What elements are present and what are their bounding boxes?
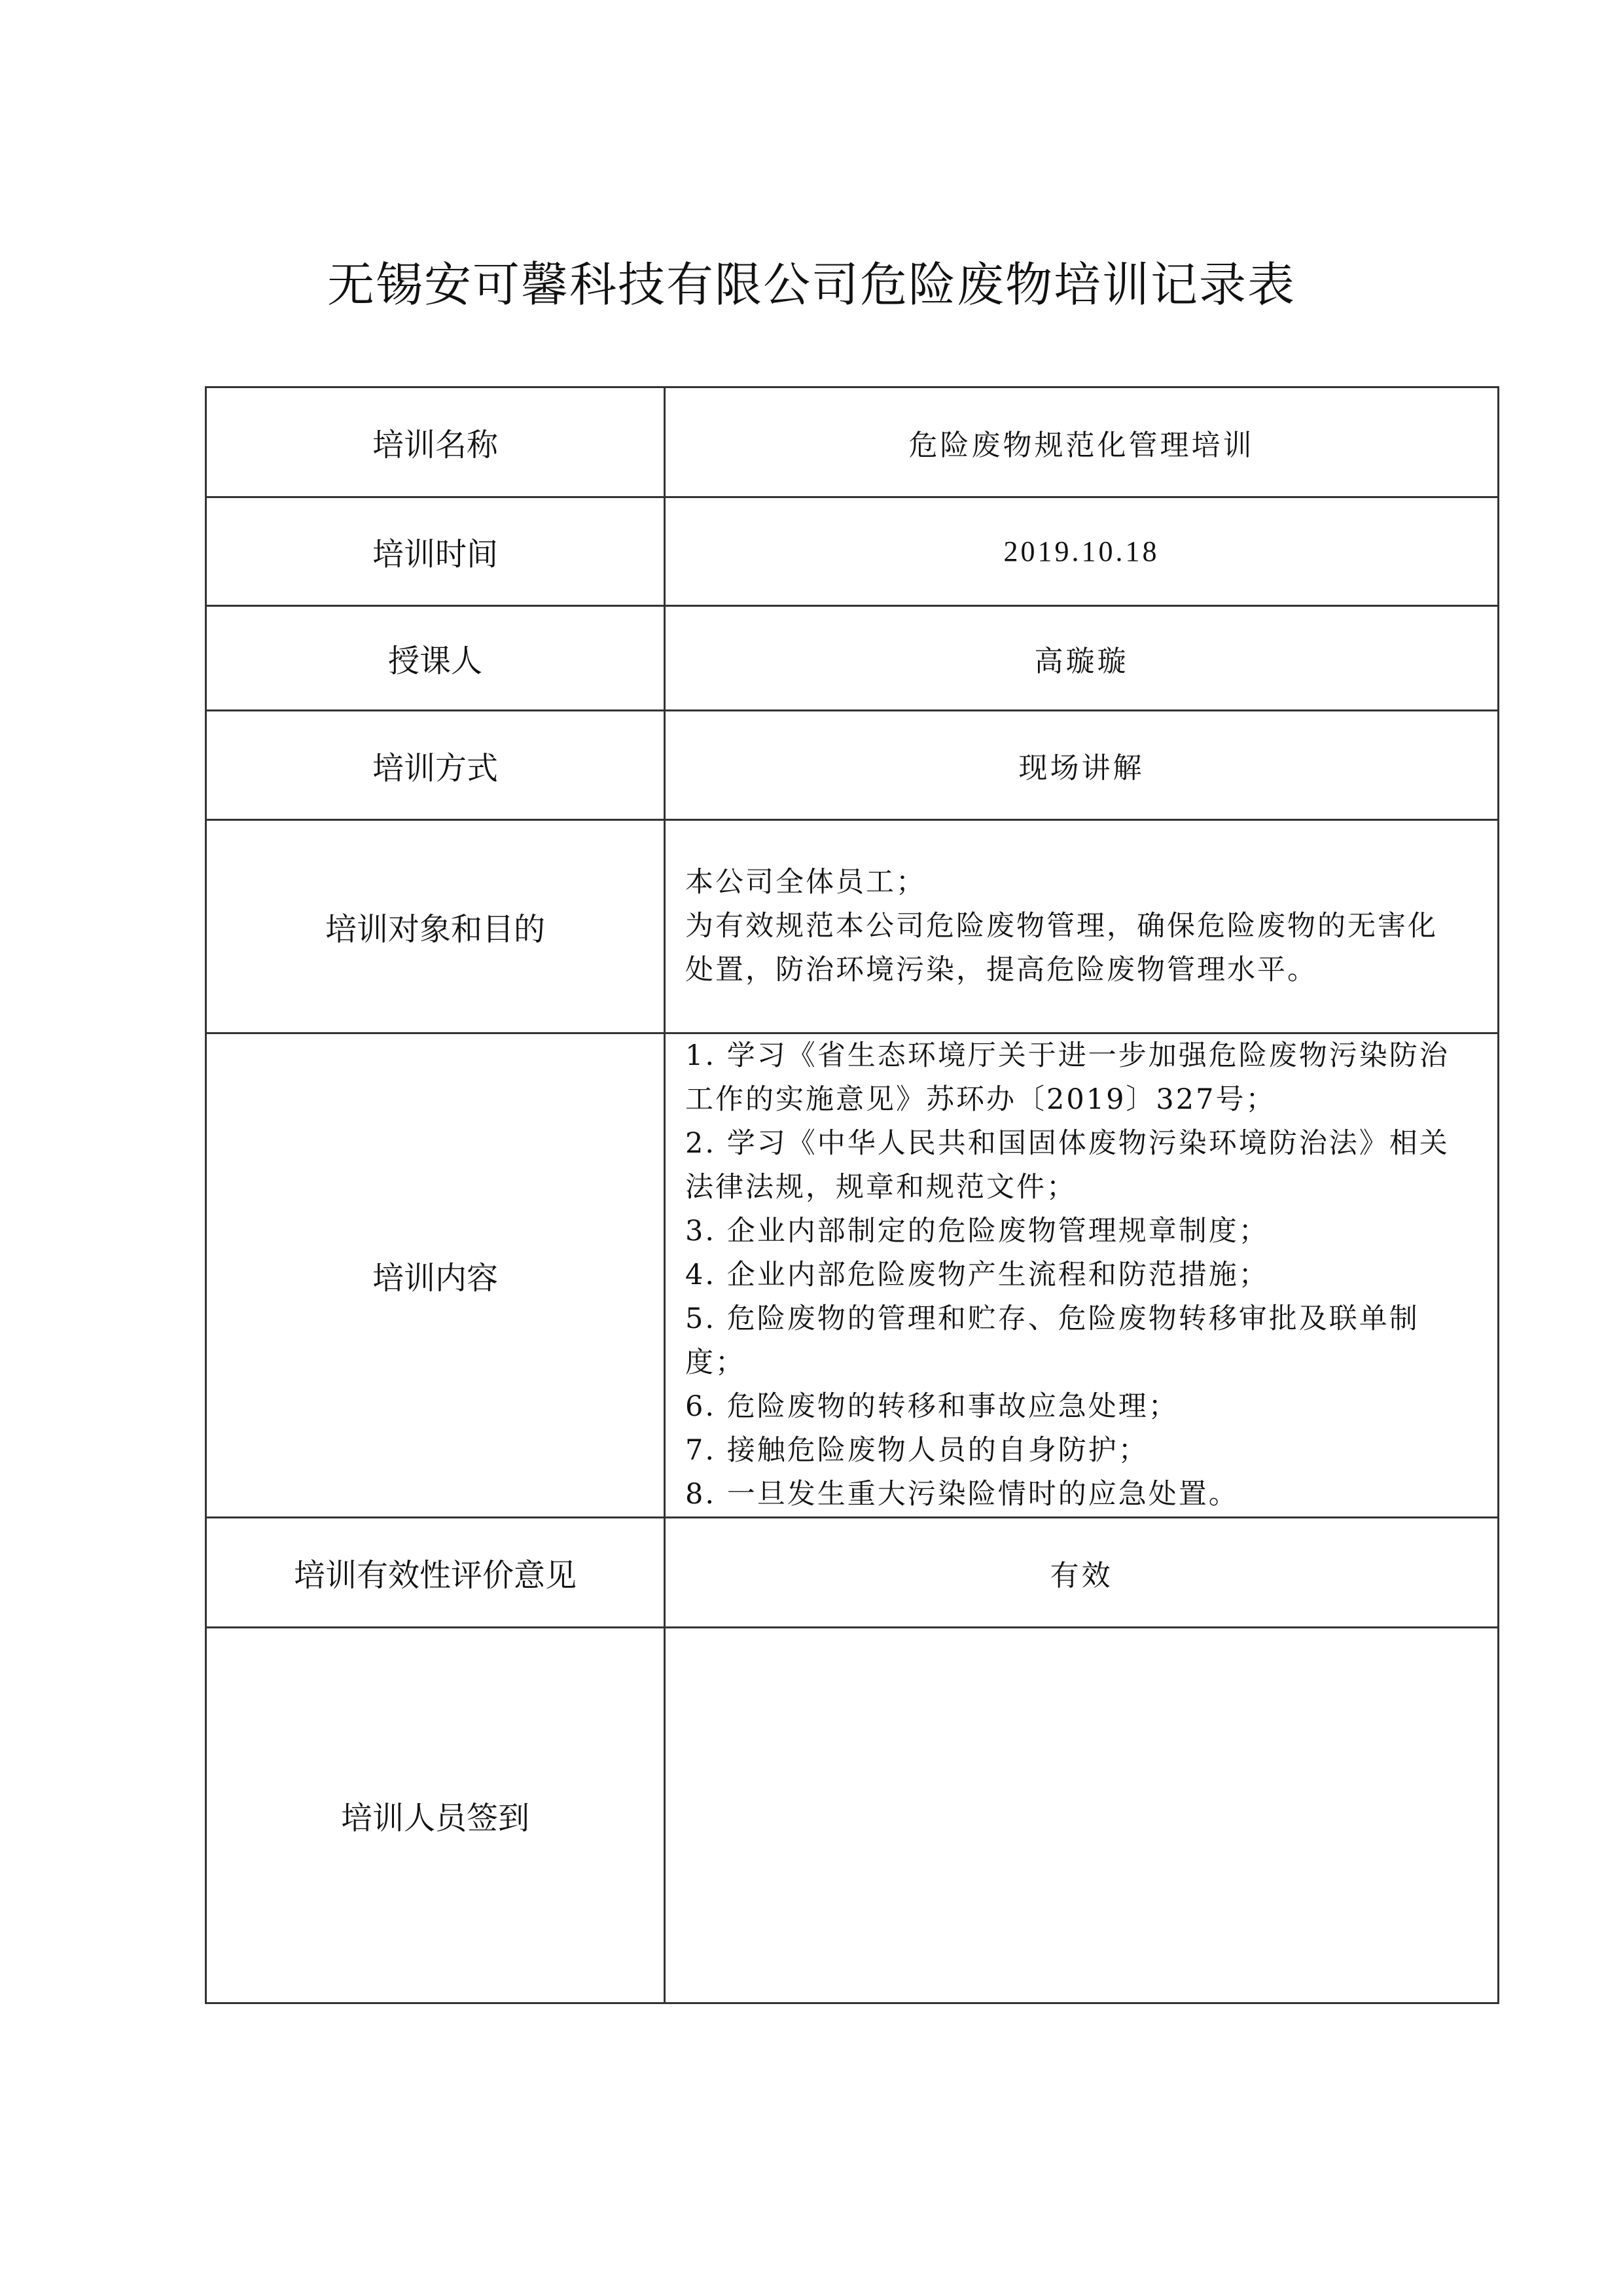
content-line: 3. 企业内部制定的危险废物管理规章制度；	[685, 1215, 1269, 1247]
content-line: 2. 学习《中华人民共和国固体废物污染环境防治法》相关	[685, 1127, 1450, 1160]
target-line: 处置，防治环境污染，提高危险废物管理水平。	[685, 954, 1317, 986]
label-signin: 培训人员签到	[206, 1628, 665, 2003]
content-line: 5. 危险废物的管理和贮存、危险废物转移审批及联单制	[685, 1302, 1419, 1335]
row-training-method	[206, 711, 1499, 820]
value-training-content	[665, 1033, 1499, 1518]
content-line: 度；	[685, 1346, 745, 1379]
row-signin	[206, 1628, 1499, 2003]
label-training-target: 培训对象和目的	[206, 820, 665, 1033]
content-line: 7. 接触危险废物人员的自身防护；	[685, 1434, 1149, 1467]
content-line: 1. 学习《省生态环境厅关于进一步加强危险废物污染防治	[685, 1039, 1450, 1072]
row-training-name	[206, 387, 1499, 497]
signin-area[interactable]	[665, 1628, 1499, 2003]
row-evaluation	[206, 1518, 1499, 1628]
value-training-time: 2019.10.18	[665, 497, 1499, 606]
row-training-content	[206, 1033, 1499, 1518]
content-line: 工作的实施意见》苏环办〔2019〕327号；	[685, 1083, 1276, 1116]
target-line: 本公司全体员工；	[685, 866, 926, 899]
value-evaluation: 有效	[665, 1518, 1499, 1628]
label-instructor: 授课人	[206, 606, 665, 711]
label-training-name: 培训名称	[206, 387, 665, 497]
content-line: 6. 危险废物的转移和事故应急处理；	[685, 1390, 1179, 1423]
value-training-name: 危险废物规范化管理培训	[665, 387, 1499, 497]
label-evaluation: 培训有效性评价意见	[206, 1518, 665, 1628]
row-instructor	[206, 606, 1499, 711]
content-line: 8. 一旦发生重大污染险情时的应急处置。	[685, 1478, 1239, 1511]
label-training-time: 培训时间	[206, 497, 665, 606]
value-instructor: 高璇璇	[665, 606, 1499, 711]
target-line: 为有效规范本公司危险废物管理，确保危险废物的无害化	[685, 910, 1438, 942]
training-record-table	[205, 386, 1499, 2004]
value-training-method: 现场讲解	[665, 711, 1499, 820]
value-training-target	[665, 820, 1499, 1033]
row-training-time	[206, 497, 1499, 606]
content-line: 4. 企业内部危险废物产生流程和防范措施；	[685, 1259, 1269, 1291]
label-training-content: 培训内容	[206, 1033, 665, 1518]
row-training-target	[206, 820, 1499, 1033]
label-training-method: 培训方式	[206, 711, 665, 820]
content-line: 法律法规，规章和规范文件；	[685, 1171, 1077, 1204]
page-title: 无锡安可馨科技有限公司危险废物培训记录表	[327, 257, 1296, 312]
